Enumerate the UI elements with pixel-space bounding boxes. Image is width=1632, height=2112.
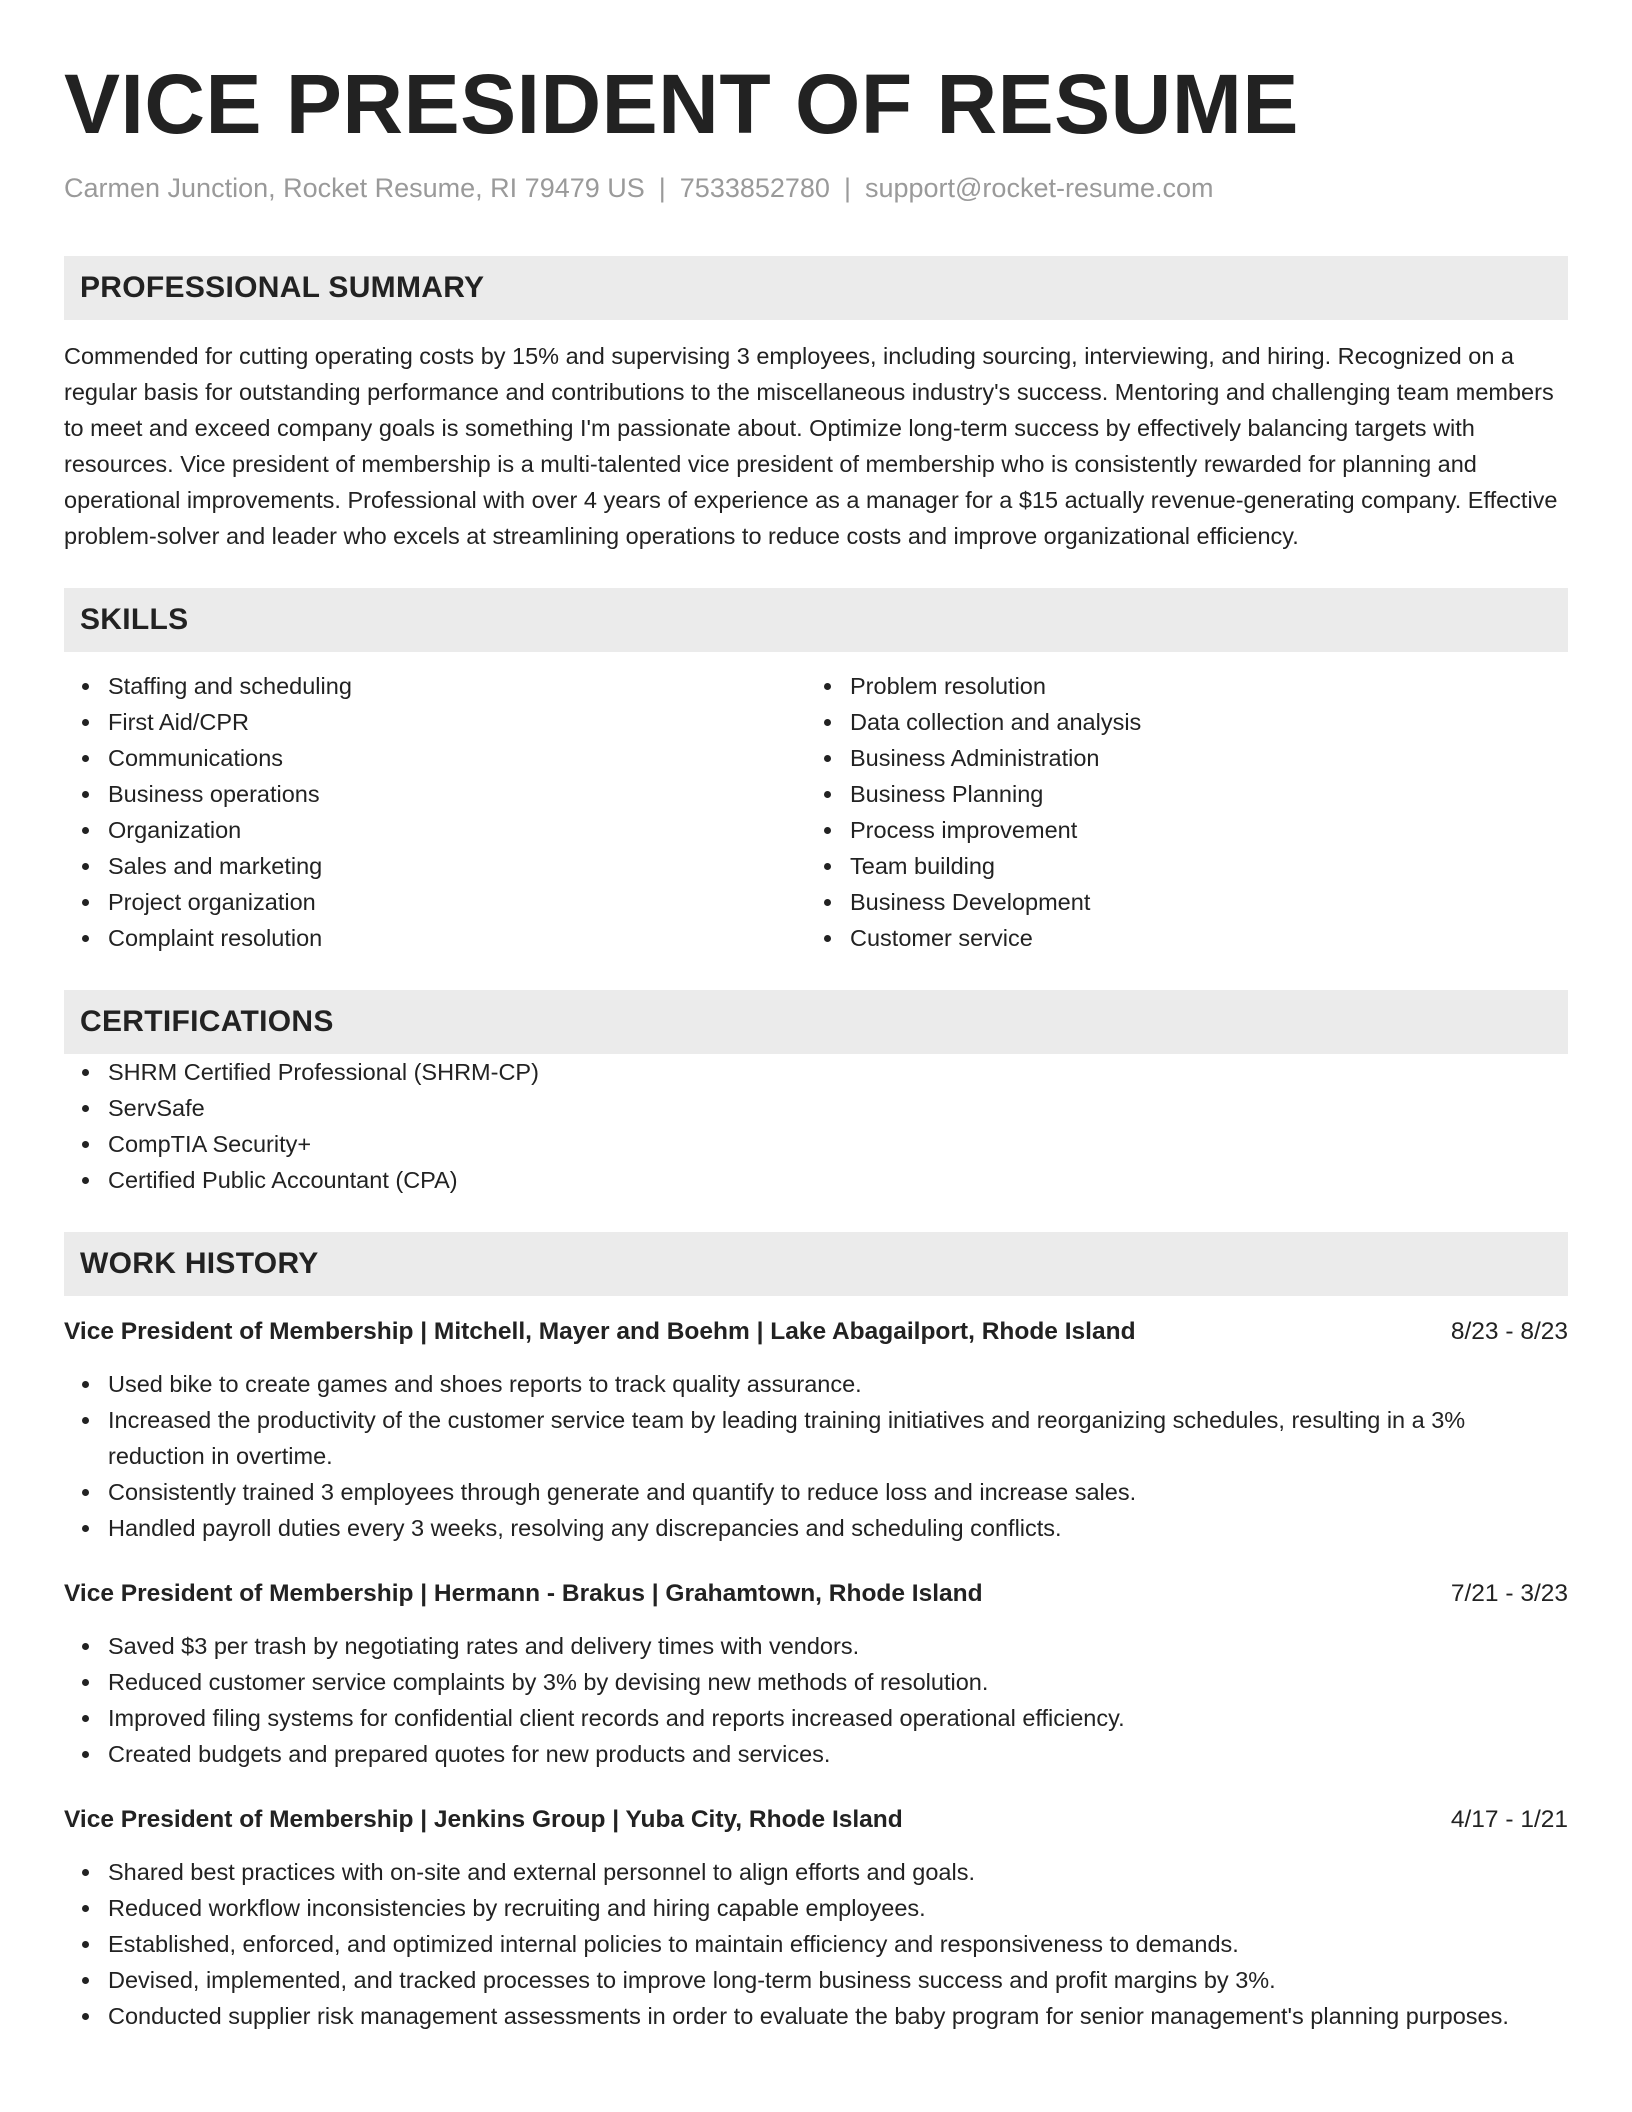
skill-item: Problem resolution [806,668,1548,704]
skill-item: First Aid/CPR [64,704,806,740]
job-header [64,1576,1568,1612]
certification-item: CompTIA Security+ [64,1126,1568,1162]
skill-item: Business Administration [806,740,1548,776]
job-bullets [64,1366,1568,1546]
skill-item: Complaint resolution [64,920,806,956]
skills-list-right [806,668,1548,956]
skills-heading: SKILLS [64,588,1568,652]
job-header [64,1802,1568,1838]
job-bullet: Reduced workflow inconsistencies by recruiting and hiring capable employees. [64,1890,1568,1926]
job-bullets [64,1628,1568,1772]
certification-item: SHRM Certified Professional (SHRM-CP) [64,1054,1568,1090]
job-bullet: Handled payroll duties every 3 weeks, resolving any discrepancies and scheduling conflicts. [64,1510,1568,1546]
skill-item: Communications [64,740,806,776]
job-dates: 4/17 - 1/21 [1450,1806,1568,1833]
skill-item: Organization [64,812,806,848]
job-entry [64,1576,1568,1772]
job-bullet: Saved $3 per trash by negotiating rates and delivery times with vendors. [64,1628,1568,1664]
job-bullet: Conducted supplier risk management assessments in order to evaluate the baby program for senior management's planning purposes. [64,1998,1568,2034]
contact-email: support@rocket-resume.com [864,173,1214,203]
resume-title: VICE PRESIDENT OF RESUME [64,57,1299,151]
skill-item: Sales and marketing [64,848,806,884]
job-dates: 7/21 - 3/23 [1450,1580,1568,1607]
job-bullet: Used bike to create games and shoes reports to track quality assurance. [64,1366,1568,1402]
job-entry [64,1802,1568,2034]
skill-item: Business Development [806,884,1548,920]
job-bullets [64,1854,1568,2034]
certification-item: Certified Public Accountant (CPA) [64,1162,1568,1198]
summary-text: Commended for cutting operating costs by 15% and supervising 3 employees, including sourcing, interviewing, and hiring. Recognized on a regular basis for outstanding performance and contributions to the miscellaneous industry's success. Mentoring and challenging team members to meet and exceed company goals is something I'm passionate about. Optimize long-term success by effectively balancing targets with resources. Vice president of membership is a multi-talented vice president of membership who is consistently rewarded for planning and operational improvements. Professional with over 4 years of experience as a manager for a $15 actually revenue-generating company. Effective problem-solver and leader who excels at streamlining operations to reduce costs and improve organizational efficiency. [64,343,1558,549]
skill-item: Project organization [64,884,806,920]
certification-item: ServSafe [64,1090,1568,1126]
job-bullet: Shared best practices with on-site and external personnel to align efforts and goals. [64,1854,1568,1890]
skills-grid [64,668,1568,956]
contact-phone: 7533852780 [679,173,830,203]
contact-line [64,170,1568,206]
certifications-list [64,1054,1568,1198]
skill-item: Customer service [806,920,1548,956]
skill-item: Team building [806,848,1548,884]
job-entry [64,1314,1568,1546]
job-bullet: Improved filing systems for confidential client records and reports increased operational efficiency. [64,1700,1568,1736]
job-bullet: Increased the productivity of the customer service team by leading training initiatives and reorganizing schedules, resulting in a 3% reduction in overtime. [64,1402,1568,1474]
job-title: Vice President of Membership | Mitchell, Mayer and Boehm | Lake Abagailport, Rhode Island [64,1318,1136,1345]
contact-address: Carmen Junction, Rocket Resume, RI 79479 US [64,173,645,203]
work-history-heading: WORK HISTORY [64,1232,1568,1296]
skills-list-left [64,668,806,956]
job-bullet: Reduced customer service complaints by 3% by devising new methods of resolution. [64,1664,1568,1700]
skill-item: Business Planning [806,776,1548,812]
job-title: Vice President of Membership | Hermann - Brakus | Grahamtown, Rhode Island [64,1580,983,1607]
resume-page [64,56,1568,2034]
certifications-heading: CERTIFICATIONS [64,990,1568,1054]
job-title: Vice President of Membership | Jenkins Group | Yuba City, Rhode Island [64,1806,903,1833]
job-bullet: Devised, implemented, and tracked processes to improve long-term business success and profit margins by 3%. [64,1962,1568,1998]
skill-item: Business operations [64,776,806,812]
skill-item: Data collection and analysis [806,704,1548,740]
contact-separator: | [658,173,666,203]
job-bullet: Established, enforced, and optimized internal policies to maintain efficiency and responsiveness to demands. [64,1926,1568,1962]
job-bullet: Created budgets and prepared quotes for new products and services. [64,1736,1568,1772]
job-header [64,1314,1568,1350]
job-dates: 8/23 - 8/23 [1450,1318,1568,1345]
skill-item: Process improvement [806,812,1548,848]
job-bullet: Consistently trained 3 employees through generate and quantify to reduce loss and increase sales. [64,1474,1568,1510]
skill-item: Staffing and scheduling [64,668,806,704]
summary-heading: PROFESSIONAL SUMMARY [64,256,1568,320]
contact-separator: | [843,173,851,203]
